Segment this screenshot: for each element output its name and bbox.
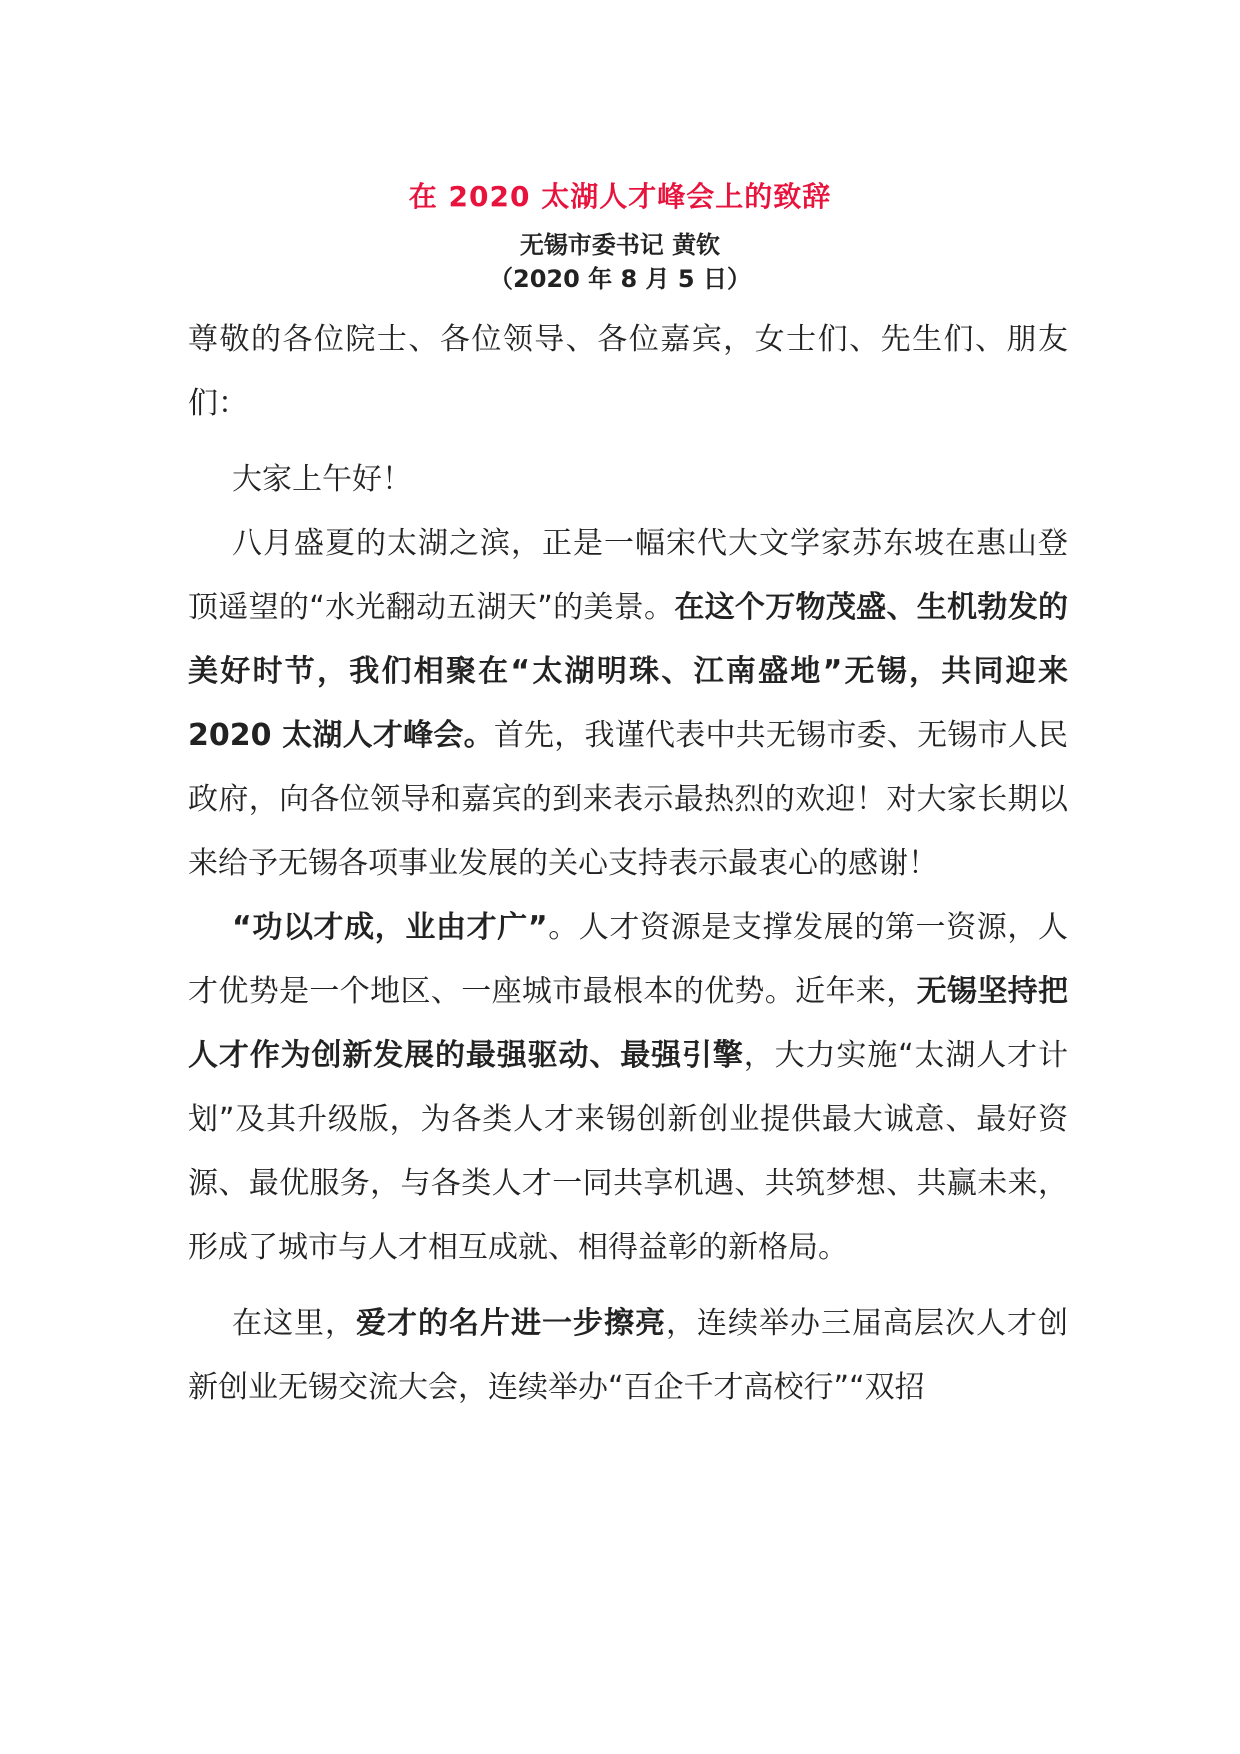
paragraph-1-bold-a: 在这个万物茂盛、生机勃发的美好时节，我们相聚在“太湖明珠、江南盛地”无锡，共同迎来 2020 太湖人才峰会。 <box>188 590 1068 753</box>
paragraph-3-text-a: 在这里， <box>232 1306 356 1341</box>
paragraph-1 <box>188 512 1068 896</box>
greeting: 大家上午好！ <box>232 462 412 497</box>
paragraph-2-text-b: ，大力实施“太湖人才计划”及其升级版，为各类人才来锡创新创业提供最大诚意、最好资源、最优服务，与各类人才一同共享机遇、共筑梦想、共赢未来，形成了城市与人才相互成就、相得益彰的新格局。 <box>188 1038 1069 1265</box>
document-author: 无锡市委书记 黄钦 <box>519 231 721 259</box>
paragraph-gap <box>188 436 1068 448</box>
paragraph-1-text-b: 首先，我谨代表中共无锡市委、无锡市人民政府，向各位领导和嘉宾的到来表示最热烈的欢迎！对大家长期以来给予无锡各项事业发展的关心支持表示最衷心的感谢！ <box>188 718 1068 881</box>
salutation: 尊敬的各位院士、各位领导、各位嘉宾，女士们、先生们、朋友们： <box>188 322 1068 421</box>
document-body <box>188 308 1068 1420</box>
paragraph-2-text-a: 。人才资源是支撑发展的第一资源，人才优势是一个地区、一座城市最根本的优势。近年来， <box>188 910 1069 1009</box>
paragraph-3-bold-a: 爱才的名片进一步擦亮 <box>356 1306 666 1341</box>
document-title: 在 2020 太湖人才峰会上的致辞 <box>408 180 832 213</box>
paragraph-2-bold-b: 无锡坚持把人才作为创新发展的最强驱动、最强引擎 <box>188 974 1069 1073</box>
paragraph-2-bold-a: “功以才成，业由才广” <box>232 910 548 945</box>
paragraph-3-text-b: ，连续举办三届高层次人才创新创业无锡交流大会，连续举办“百企千才高校行”“双招 <box>188 1306 1068 1405</box>
paragraph-gap <box>188 1280 1068 1292</box>
paragraph-1-text-a: 八月盛夏的太湖之滨，正是一幅宋代大文学家苏东坡在惠山登顶遥望的“水光翻动五湖天”的美景。 <box>188 526 1068 625</box>
paragraph-2 <box>188 896 1068 1280</box>
paragraph-3 <box>188 1292 1068 1420</box>
document-date: （2020 年 8 月 5 日） <box>489 265 751 293</box>
